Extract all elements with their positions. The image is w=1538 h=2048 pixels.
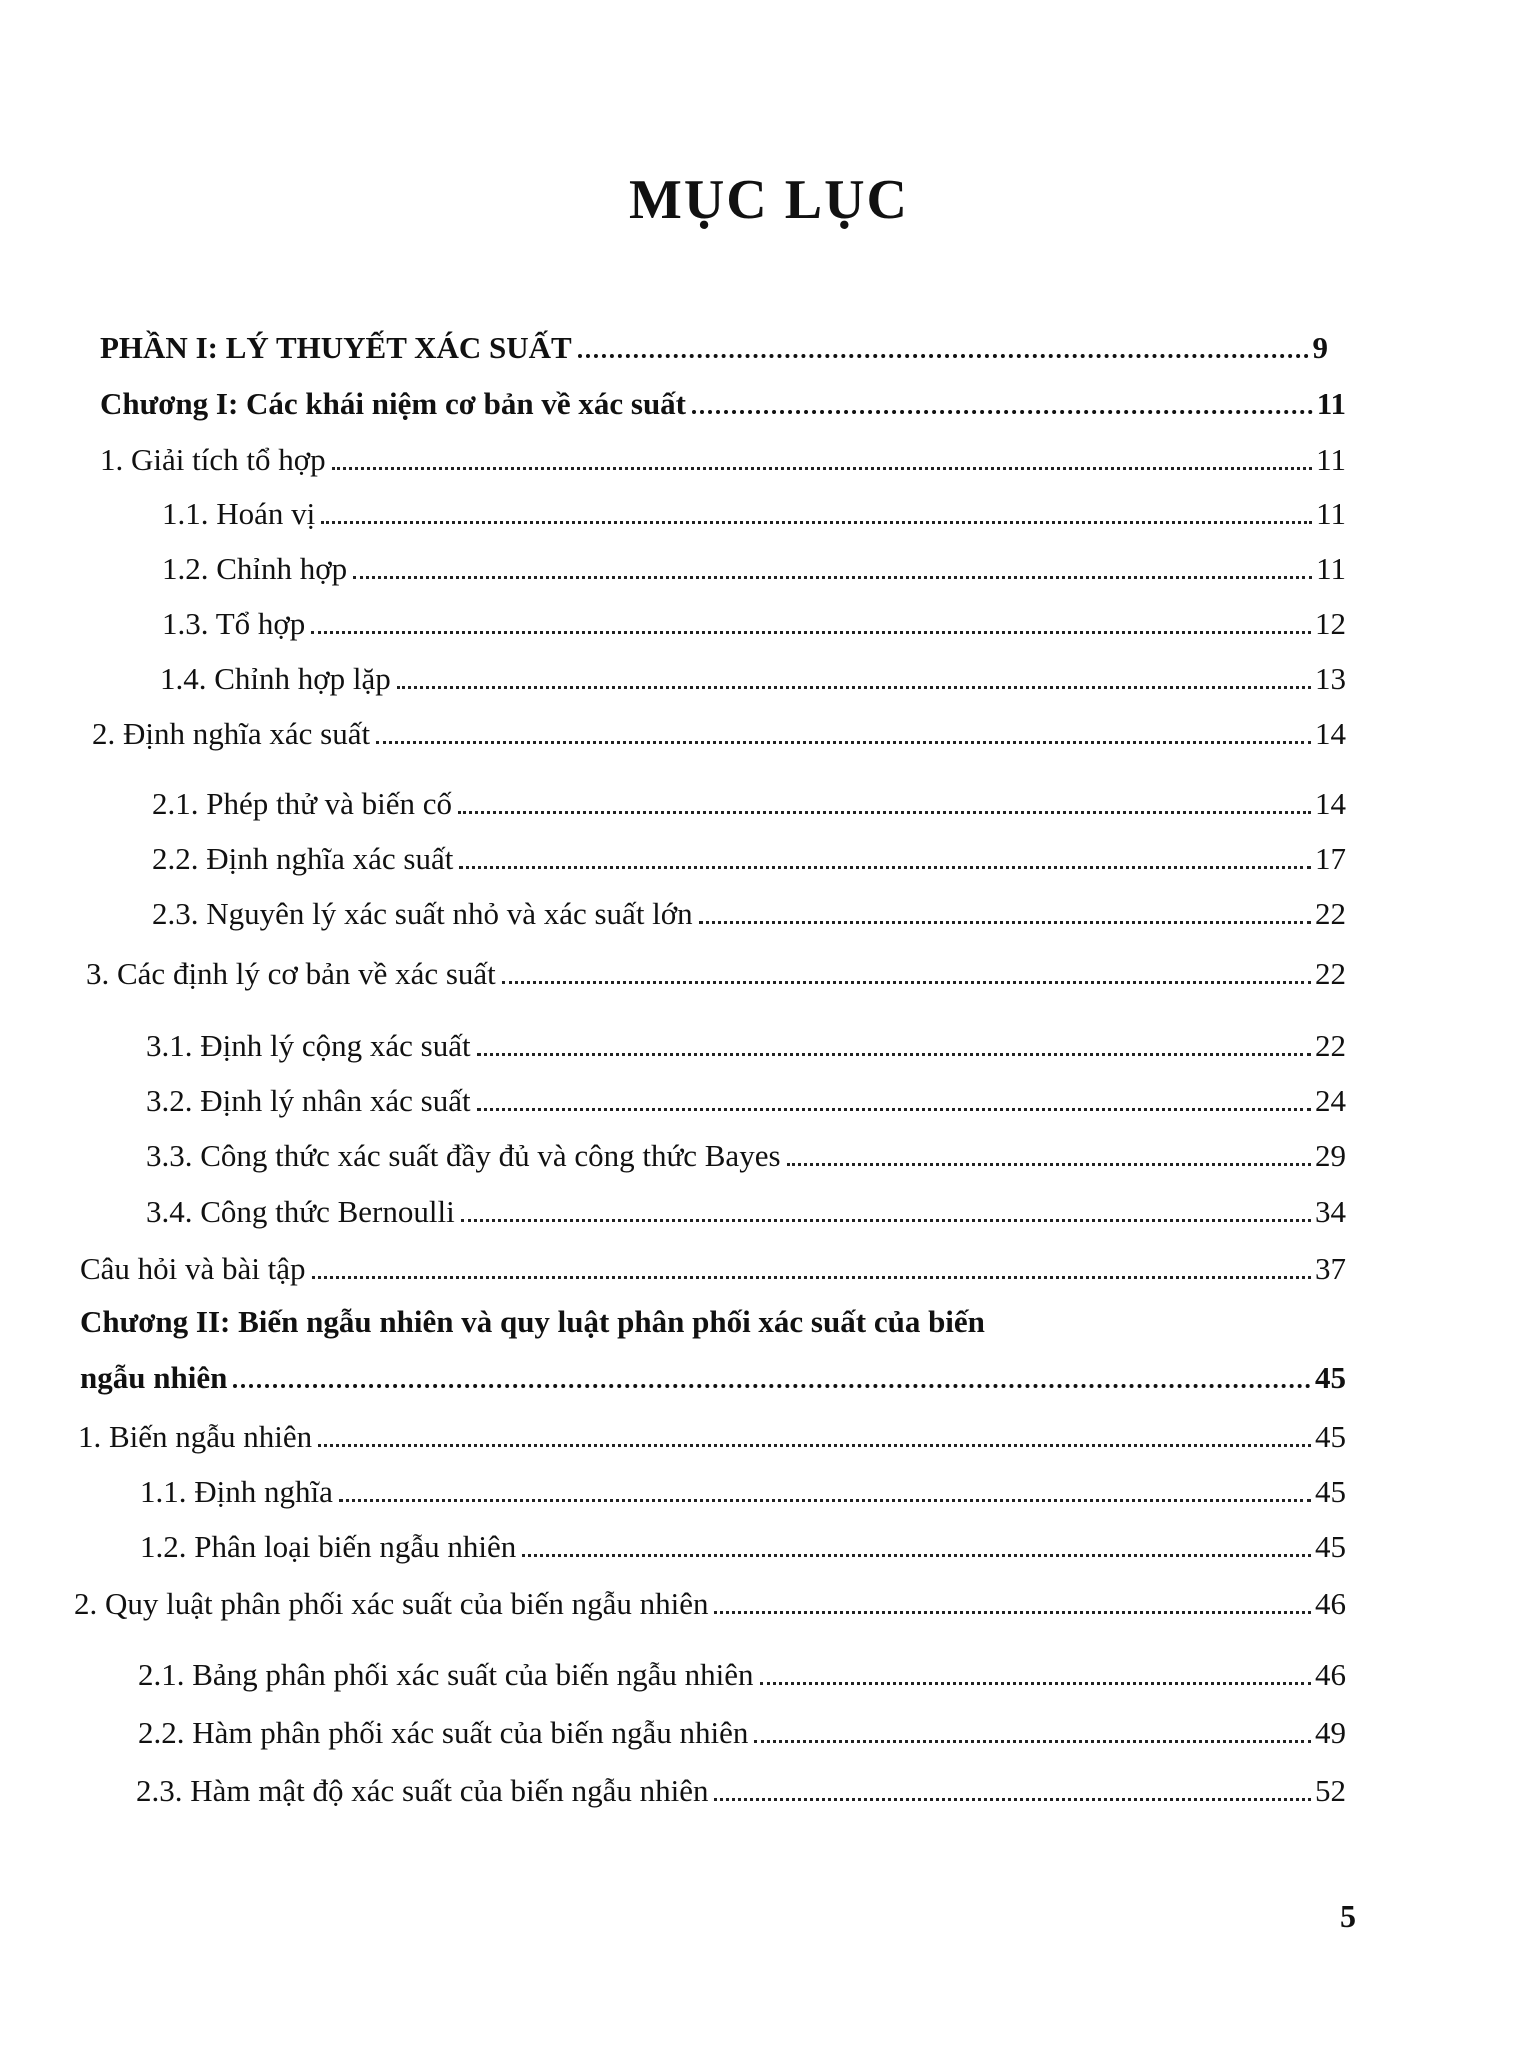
toc-entry[interactable] — [80, 1249, 1346, 1289]
toc-entry[interactable] — [162, 549, 1346, 589]
toc-entry-page: 22 — [1315, 1028, 1346, 1063]
dot-leader — [787, 1163, 1311, 1166]
dot-leader — [461, 1219, 1311, 1222]
toc-entry-label: PHẦN I: LÝ THUYẾT XÁC SUẤT — [100, 330, 572, 365]
toc-entry[interactable] — [100, 440, 1346, 480]
dot-leader — [459, 866, 1311, 869]
toc-entry-page: 29 — [1315, 1138, 1346, 1173]
toc-entry-label: 2. Quy luật phân phối xác suất của biến ngẫu nhiên — [74, 1586, 709, 1621]
toc-entry-page: 17 — [1315, 841, 1346, 876]
toc-entry[interactable] — [78, 1417, 1346, 1457]
toc-entry[interactable] — [136, 1771, 1346, 1811]
toc-entry-page: 52 — [1315, 1773, 1346, 1808]
toc-entry-label: 2.2. Hàm phân phối xác suất của biến ngẫu nhiên — [138, 1715, 749, 1750]
toc-entry-label: 1.1. Hoán vị — [162, 496, 316, 531]
dot-leader — [397, 686, 1311, 689]
toc-entry-page: 22 — [1315, 896, 1346, 931]
toc-entry-chapter-1[interactable] — [100, 384, 1346, 424]
toc-entry-page: 14 — [1315, 786, 1346, 821]
toc-entry[interactable] — [146, 1081, 1346, 1121]
dot-leader — [311, 631, 1311, 634]
dot-leader — [332, 467, 1313, 470]
toc-entry-label: 1.2. Phân loại biến ngẫu nhiên — [140, 1529, 517, 1564]
toc-entry[interactable] — [152, 784, 1346, 824]
toc-entry-label: 3.3. Công thức xác suất đầy đủ và công thức Bayes — [146, 1138, 781, 1173]
toc-entry-label: 2.3. Nguyên lý xác suất nhỏ và xác suất lớn — [152, 896, 693, 931]
toc-entry[interactable] — [162, 494, 1346, 534]
toc-entry-page: 46 — [1315, 1586, 1346, 1621]
toc-entry[interactable] — [162, 604, 1346, 644]
toc-entry[interactable] — [152, 839, 1346, 879]
toc-entry[interactable] — [160, 659, 1346, 699]
dot-leader — [376, 741, 1311, 744]
toc-entry-label: 1.4. Chỉnh hợp lặp — [160, 661, 391, 696]
toc-entry-label: 3. Các định lý cơ bản về xác suất — [86, 956, 496, 991]
toc-entry[interactable] — [74, 1584, 1346, 1624]
toc-entry-label: 3.4. Công thức Bernoulli — [146, 1194, 455, 1229]
page-title: MỤC LỤC — [629, 169, 909, 231]
toc-entry-label: 2.1. Bảng phân phối xác suất của biến ngẫu nhiên — [138, 1657, 754, 1692]
dot-leader — [760, 1682, 1311, 1685]
toc-entry[interactable] — [140, 1527, 1346, 1567]
toc-entry-page: 11 — [1316, 496, 1346, 531]
toc-entry[interactable] — [92, 714, 1346, 754]
toc-entry-label: 1.3. Tổ hợp — [162, 606, 306, 641]
toc-entry-part-1[interactable] — [100, 328, 1328, 368]
dot-leader — [477, 1108, 1311, 1111]
toc-entry-page: 11 — [1316, 442, 1346, 477]
toc-entry-page: 13 — [1315, 661, 1346, 696]
toc-entry[interactable] — [138, 1655, 1346, 1695]
dot-leader — [312, 1276, 1311, 1279]
dot-leader — [692, 410, 1313, 414]
toc-entry-label: Chương I: Các khái niệm cơ bản về xác suất — [100, 386, 687, 421]
toc-entry-page: 24 — [1315, 1083, 1346, 1118]
toc-entry-page: 11 — [1316, 551, 1346, 586]
dot-leader — [318, 1444, 1311, 1447]
toc-entry-label: 2.2. Định nghĩa xác suất — [152, 841, 454, 876]
dot-leader — [233, 1384, 1311, 1388]
toc-entry[interactable] — [146, 1192, 1346, 1232]
toc-entry-page: 14 — [1315, 716, 1346, 751]
toc-entry-page: 9 — [1312, 330, 1328, 365]
toc-entry-page: 49 — [1315, 1715, 1346, 1750]
toc-entry[interactable] — [146, 1026, 1346, 1066]
page-number: 5 — [1340, 1898, 1356, 1934]
toc-entry-label: 1. Giải tích tổ hợp — [100, 442, 326, 477]
dot-leader — [714, 1611, 1311, 1614]
dot-leader — [477, 1053, 1311, 1056]
toc-entry-label: 1. Biến ngẫu nhiên — [78, 1419, 313, 1454]
dot-leader — [339, 1499, 1311, 1502]
toc-entry-page: 12 — [1315, 606, 1346, 641]
toc-entry-label: Câu hỏi và bài tập — [80, 1251, 306, 1286]
toc-entry[interactable] — [152, 894, 1346, 934]
dot-leader — [699, 921, 1311, 924]
toc-entry[interactable] — [138, 1713, 1346, 1753]
toc-entry-label: 2.1. Phép thử và biến cố — [152, 786, 453, 821]
toc-entry-page: 34 — [1315, 1194, 1346, 1229]
toc-entry-chapter-2-line-1[interactable]: Chương II: Biến ngẫu nhiên và quy luật phân phối xác suất của biến — [80, 1304, 985, 1339]
dot-leader — [321, 521, 1312, 524]
toc-entry-page: 45 — [1315, 1529, 1346, 1564]
dot-leader — [714, 1798, 1311, 1801]
toc-entry-label: ngẫu nhiên — [80, 1360, 228, 1395]
dot-leader — [522, 1554, 1311, 1557]
toc-entry-label: 2.3. Hàm mật độ xác suất của biến ngẫu nhiên — [136, 1773, 709, 1808]
toc-entry[interactable] — [146, 1136, 1346, 1176]
toc-entry[interactable] — [140, 1472, 1346, 1512]
toc-entry-page: 45 — [1315, 1360, 1346, 1395]
toc-entry-chapter-2[interactable] — [80, 1358, 1346, 1398]
toc-entry-page: 11 — [1316, 386, 1346, 421]
toc-entry-label: 1.1. Định nghĩa — [140, 1474, 333, 1509]
dot-leader — [353, 576, 1312, 579]
dot-leader — [458, 811, 1311, 814]
toc-entry-page: 45 — [1315, 1474, 1346, 1509]
toc-entry-label: 1.2. Chỉnh hợp — [162, 551, 348, 586]
dot-leader — [754, 1740, 1311, 1743]
toc-entry[interactable] — [86, 954, 1346, 994]
toc-entry-label: 3.1. Định lý cộng xác suất — [146, 1028, 471, 1063]
toc-entry-label: 3.2. Định lý nhân xác suất — [146, 1083, 471, 1118]
toc-entry-page: 37 — [1315, 1251, 1346, 1286]
toc-entry-page: 22 — [1315, 956, 1346, 991]
toc-entry-page: 45 — [1315, 1419, 1346, 1454]
dot-leader — [578, 354, 1309, 358]
toc-entry-label: 2. Định nghĩa xác suất — [92, 716, 371, 751]
dot-leader — [502, 981, 1311, 984]
toc-entry-page: 46 — [1315, 1657, 1346, 1692]
